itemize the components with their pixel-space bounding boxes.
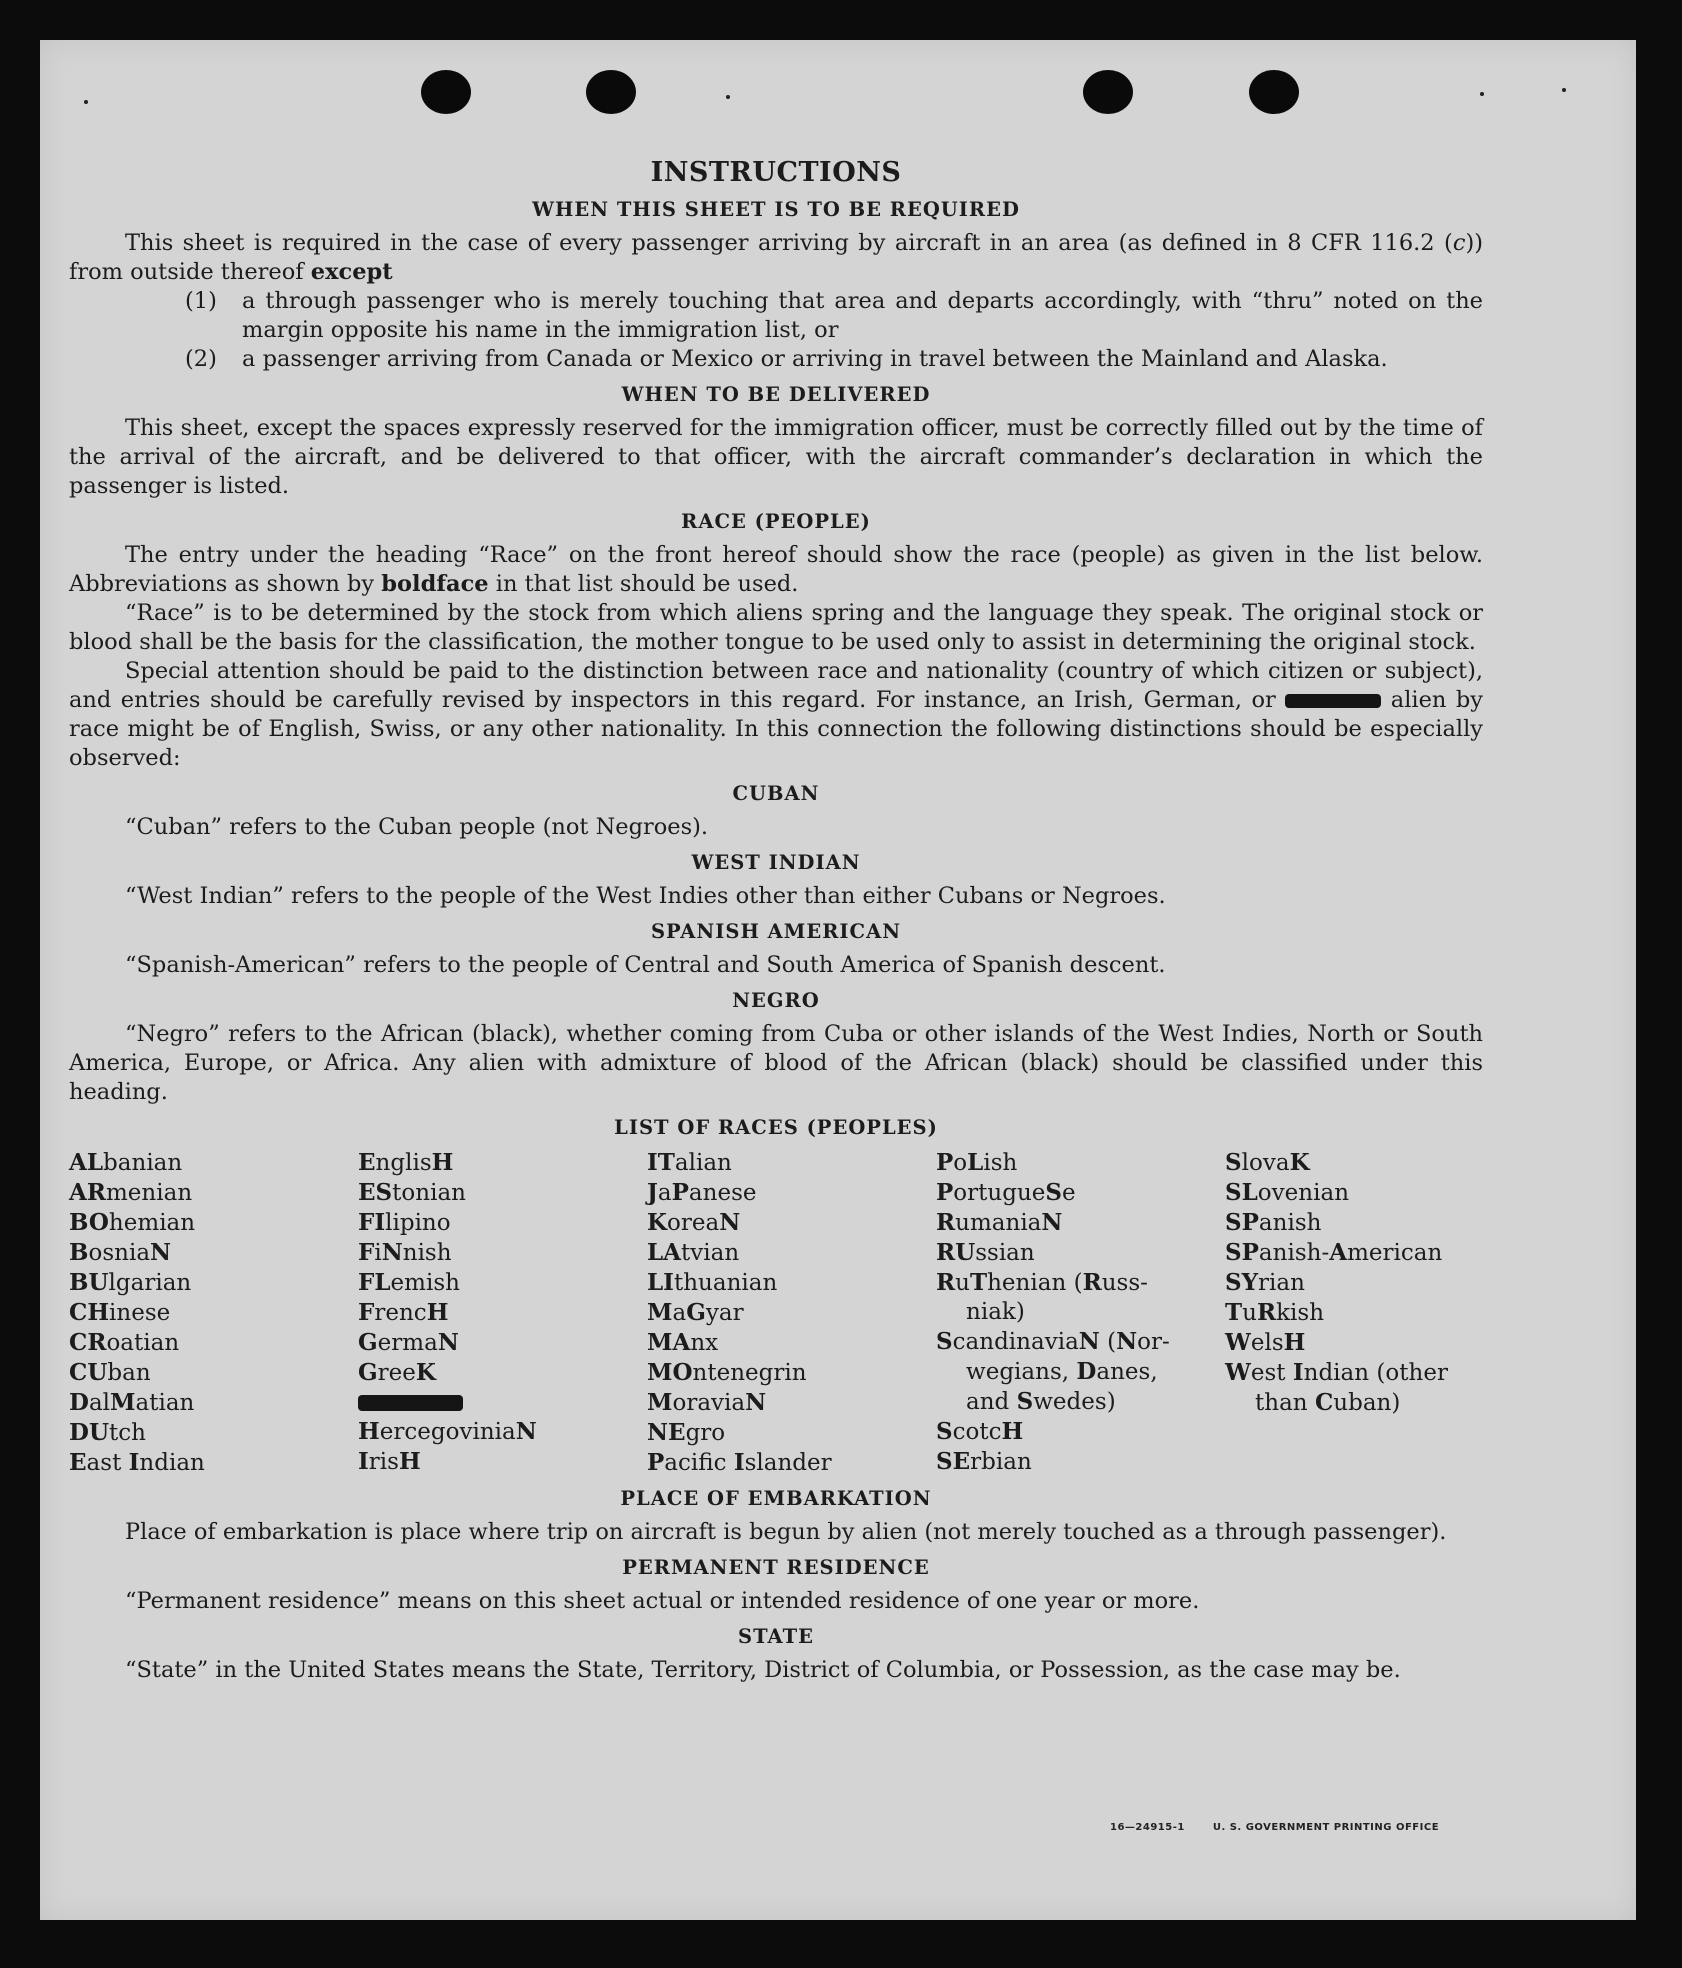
race-column-4: [936, 1148, 1225, 1478]
race-item: RumaniaN: [936, 1209, 1063, 1236]
race-item: MoraviaN: [647, 1389, 767, 1416]
race-item: EnglisH: [358, 1149, 454, 1176]
speck: [1480, 92, 1484, 96]
residence-text: “Permanent residence” means on this sheet actual or intended residence of one year or more.: [125, 1588, 1200, 1614]
speck: [726, 95, 730, 99]
race-item: TuRkish: [1225, 1299, 1325, 1326]
race-column-1: [69, 1148, 358, 1478]
redaction-mark: [1285, 694, 1381, 708]
section-heading-race: RACE (PEOPLE): [681, 510, 871, 533]
race-item-continued: than Cuban): [1255, 1389, 1401, 1416]
race-item: FiNnish: [358, 1239, 452, 1266]
race-item: CUban: [69, 1359, 151, 1386]
required-intro: This sheet is required in the case of every passenger arriving by aircraft in an area (as defined in 8 CFR 116.2 (c)) from outside thereof except: [69, 230, 1483, 285]
race-item: DUtch: [69, 1419, 146, 1446]
race-item: CRoatian: [69, 1329, 180, 1356]
race-column-2: [358, 1148, 647, 1478]
section-heading-state: STATE: [738, 1625, 814, 1648]
form-footer: [1110, 1822, 1467, 1833]
race-item-continued: niak): [966, 1299, 1025, 1325]
section-heading-negro: NEGRO: [732, 989, 820, 1012]
race-item: BOhemian: [69, 1209, 196, 1236]
section-heading-embarkation: PLACE OF EMBARKATION: [620, 1487, 932, 1510]
race-item: RUssian: [936, 1239, 1035, 1266]
race-item: LIthuanian: [647, 1269, 778, 1296]
race-item: FLemish: [358, 1269, 460, 1296]
race-item: SErbian: [936, 1448, 1032, 1475]
race-item: BosniaN: [69, 1239, 172, 1266]
race-item: SYrian: [1225, 1269, 1305, 1296]
race-item: EStonian: [358, 1179, 466, 1206]
race-item: ARmenian: [69, 1179, 193, 1206]
redaction-mark: [358, 1395, 463, 1411]
exception-item-2: (2) a passenger arriving from Canada or Mexico or arriving in travel between the Mainland and Alaska.: [185, 346, 1388, 372]
page-title: INSTRUCTIONS: [650, 157, 902, 188]
delivered-text: This sheet, except the spaces expressly reserved for the immigration officer, must be correctly filled out by the time of the arrival of the aircraft, and be delivered to that officer, with the aircraft commander’s declaration in which the passenger is listed.: [69, 415, 1483, 499]
cuban-text: “Cuban” refers to the Cuban people (not Negroes).: [125, 814, 709, 840]
race-item-redacted: [358, 1388, 647, 1417]
race-item: LAtvian: [647, 1239, 740, 1266]
race-list: [69, 1148, 1483, 1478]
race-item: RuThenian (Russ-: [936, 1269, 1148, 1296]
race-item: West Indian (other: [1225, 1359, 1448, 1386]
race-item: IrisH: [358, 1448, 421, 1475]
race-paragraph-3: Special attention should be paid to the distinction between race and nationality (country of which citizen or subject), and entries should be carefully revised by inspectors in this regard. For instance, an Irish, German, or alien by race might be of English, Swiss, or any other nationality. In this connection the following distinctions should be especially observed:: [69, 658, 1484, 771]
punch-hole: [586, 70, 636, 114]
race-item: MaGyar: [647, 1299, 744, 1326]
punch-hole: [421, 70, 471, 114]
race-item-continued: wegians, Danes,: [966, 1358, 1158, 1385]
exception-item-1: (1) a through passenger who is merely touching that area and departs accordingly, with “thru” noted on the margin opposite his name in the immigration list, or: [185, 288, 1483, 343]
race-item: MAnx: [647, 1329, 719, 1356]
west-indian-text: “West Indian” refers to the people of the West Indies other than either Cubans or Negroes.: [125, 883, 1166, 909]
negro-text: “Negro” refers to the African (black), whether coming from Cuba or other islands of the West Indies, North or South America, Europe, or Africa. Any alien with admixture of blood of the African (black) should be classified under this heading.: [69, 1021, 1483, 1105]
race-item: WelsH: [1225, 1329, 1306, 1356]
race-item: HercegoviniaN: [358, 1418, 537, 1445]
form-number: 16—24915-1: [1110, 1822, 1185, 1833]
embarkation-text: Place of embarkation is place where trip on aircraft is begun by alien (not merely touched as a through passenger).: [125, 1519, 1447, 1545]
race-item: SLovenian: [1225, 1179, 1350, 1206]
race-item: MOntenegrin: [647, 1359, 807, 1386]
punch-hole: [1083, 70, 1133, 114]
race-item: FIlipino: [358, 1209, 451, 1236]
section-heading-spanish-american: SPANISH AMERICAN: [650, 920, 902, 943]
race-item: NEgro: [647, 1419, 726, 1446]
race-item: GermaN: [358, 1329, 459, 1356]
race-item: BUlgarian: [69, 1269, 192, 1296]
instructions-content: [69, 158, 1483, 1685]
section-heading-residence: PERMANENT RESIDENCE: [622, 1556, 930, 1579]
race-item: SPanish: [1225, 1209, 1322, 1236]
race-item: FrencH: [358, 1299, 449, 1326]
race-item: SPanish-American: [1225, 1239, 1443, 1266]
race-paragraph-2: “Race” is to be determined by the stock from which aliens spring and the language they speak. The original stock or blood shall be the basis for the classification, the mother tongue to be used only to assist in determining the original stock.: [69, 600, 1483, 655]
race-item: SlovaK: [1225, 1149, 1310, 1176]
printer-credit: U. S. GOVERNMENT PRINTING OFFICE: [1212, 1822, 1440, 1833]
section-heading-list: LIST OF RACES (PEOPLES): [614, 1116, 938, 1139]
race-item: JaPanese: [647, 1179, 757, 1206]
race-item: GreeK: [358, 1359, 436, 1386]
race-item: DalMatian: [69, 1389, 195, 1416]
section-heading-delivered: WHEN TO BE DELIVERED: [621, 383, 931, 406]
section-heading-required: WHEN THIS SHEET IS TO BE REQUIRED: [532, 198, 1020, 221]
race-item: ALbanian: [69, 1149, 183, 1176]
race-column-5: [1225, 1148, 1493, 1478]
speck: [84, 100, 88, 104]
race-item: ITalian: [647, 1149, 732, 1176]
race-item: East Indian: [69, 1449, 205, 1476]
race-paragraph-1: The entry under the heading “Race” on the front hereof should show the race (people) as given in the list below. Abbreviations as shown by boldface in that list should be used.: [69, 542, 1483, 597]
speck: [1562, 88, 1566, 92]
race-item: KoreaN: [647, 1209, 741, 1236]
race-item: ScandinaviaN (Nor-: [936, 1328, 1170, 1355]
race-item: PoLish: [936, 1149, 1018, 1176]
race-item: Pacifc Islander: [647, 1449, 832, 1476]
punch-hole: [1249, 70, 1299, 114]
document-sheet: [40, 40, 1636, 1920]
race-item: CHinese: [69, 1299, 171, 1326]
section-heading-west-indian: WEST INDIAN: [691, 851, 861, 874]
race-item-continued: and Swedes): [966, 1388, 1116, 1415]
spanish-american-text: “Spanish-American” refers to the people of Central and South America of Spanish descent.: [125, 952, 1166, 978]
section-heading-cuban: CUBAN: [732, 782, 820, 805]
race-item: PortugueSe: [936, 1179, 1076, 1206]
race-column-3: [647, 1148, 936, 1478]
race-item: ScotcH: [936, 1418, 1024, 1445]
state-text: “State” in the United States means the State, Territory, District of Columbia, or Possession, as the case may be.: [125, 1657, 1401, 1683]
